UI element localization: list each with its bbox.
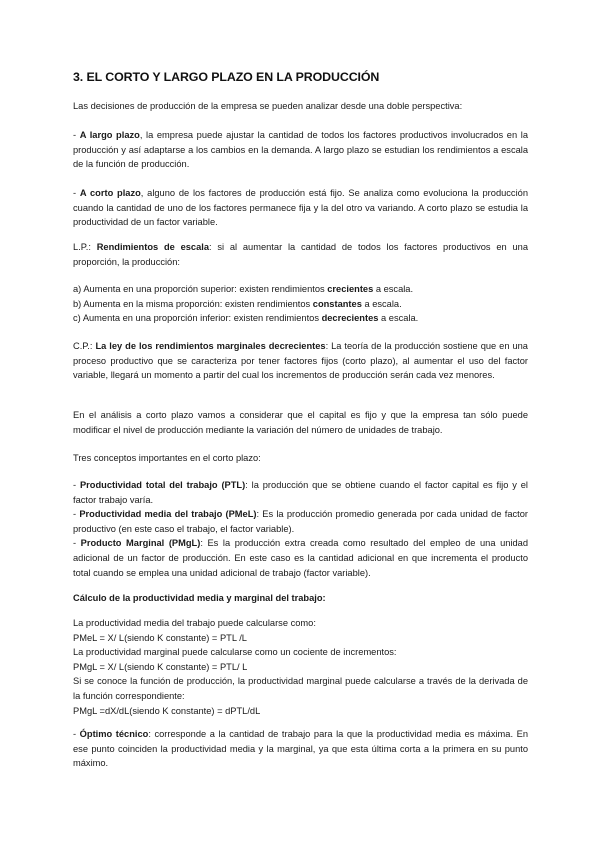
bullet: - <box>73 480 80 490</box>
calculo-formula-pmgl: PMgL = X/ L(siendo K constante) = PTL/ L <box>73 661 248 672</box>
bullet: - <box>73 188 80 198</box>
largo-plazo-paragraph <box>73 128 528 172</box>
ley-lead: C.P.: <box>73 341 96 351</box>
option-b-term: constantes <box>312 298 362 309</box>
corto-plazo-text: , alguno de los factores de producción está fijo. Se analiza como evoluciona la producción cuando la cantidad de uno de los factores permanece fija y la del otro va variando. A corto plazo se estudia la productividad de un factor variable. <box>73 188 528 228</box>
option-a-suffix: a escala. <box>373 284 414 294</box>
ley-text: : La teoría de la producción sostiene que en una proceso productivo que se caracteriza por tener factores fijos (corto plazo), al aumentar el uso del factor variable, llegará un momento a partir del cual los incrementos de producción serán cada vez menores. <box>73 341 528 381</box>
conceptos-intro: Tres conceptos importantes en el corto plazo: <box>73 453 261 463</box>
concepto-ptl-text: : la producción que se obtiene cuando el factor capital es fijo y el factor trabajo varía. <box>73 480 529 505</box>
calculo-line-5: Si se conoce la función de producción, la productividad marginal puede calcularse a través de la derivada de la función correspondiente: <box>73 676 528 701</box>
concepto-pmel-text: : Es la producción promedio generada por cada unidad de factor productivo (en este caso el trabajo, el factor variable). <box>73 509 528 534</box>
option-b-text: b) Aumenta en la misma proporción: existen rendimientos <box>73 298 313 309</box>
rendimientos-lead: L.P.: <box>73 242 97 252</box>
conceptos-list <box>73 478 528 580</box>
option-a-text: a) Aumenta en una proporción superior: existen rendimientos <box>73 284 328 294</box>
rendimientos-paragraph <box>73 240 528 269</box>
concepto-pmel-term: Productividad media del trabajo (PMeL) <box>79 509 257 520</box>
concepto-pmgl-term: Producto Marginal (PMgL) <box>80 538 201 549</box>
calculo-block <box>73 616 528 718</box>
corto-plazo-term: A corto plazo <box>79 188 141 198</box>
concepto-pmel <box>73 507 528 536</box>
option-a-term: crecientes <box>327 284 374 294</box>
calculo-line-1: La productividad media del trabajo puede calcularse como: <box>73 618 316 628</box>
bullet: - <box>73 538 81 549</box>
analisis-paragraph: En el análisis a corto plazo vamos a considerar que el capital es fijo y que la empresa tan sólo puede modificar el nivel de producción mediante la variación del número de unidades de trabajo. <box>73 410 528 435</box>
options-list <box>73 282 528 326</box>
calculo-line-3: La productividad marginal puede calcularse como un cociente de incrementos: <box>73 647 397 658</box>
calculo-formula-pmel: PMeL = X/ L(siendo K constante) = PTL /L <box>73 632 247 643</box>
concepto-pmgl-text: : Es la producción extra creada como resultado del empleo de una unidad adicional de un factor de producción. En este caso es la cantidad adicional en que incrementa el producto total cuando se emplea una unidad adicional de trabajo (factor variable). <box>73 538 528 578</box>
rendimientos-term: Rendimientos de escala <box>96 242 210 252</box>
calculo-formula-derivada: PMgL =dX/dL(siendo K constante) = dPTL/dL <box>73 705 261 716</box>
bullet: - <box>73 509 80 520</box>
largo-plazo-text: , la empresa puede ajustar la cantidad de todos los factores productivos involucrados en la producción y así adaptarse a los cambios en la demanda. A largo plazo se estudian los rendimientos a escala de la función de producción. <box>73 130 528 170</box>
option-c-text: c) Aumenta en una proporción inferior: existen rendimientos <box>73 313 322 324</box>
concepto-ptl-term: Productividad total del trabajo (PTL) <box>79 480 246 490</box>
optimo-term: Óptimo técnico <box>79 729 149 739</box>
ley-paragraph <box>73 339 528 383</box>
optimo-text: : corresponde a la cantidad de trabajo para la que la productividad media es máxima. En ese punto coinciden la productividad media y la marginal, ya que esta última corta a la primera en su punto máximo. <box>73 729 528 769</box>
optimo-paragraph <box>73 727 528 771</box>
rendimientos-text: : si al aumentar la cantidad de todos los factores productivos en una proporción, la producción: <box>73 242 528 267</box>
bullet: - <box>73 729 80 739</box>
section-title: 3. EL CORTO Y LARGO PLAZO EN LA PRODUCCIÓN <box>73 70 380 84</box>
ley-term: La ley de los rendimientos marginales decrecientes <box>95 341 326 351</box>
option-c-term: decrecientes <box>321 313 379 324</box>
option-b <box>73 297 528 312</box>
largo-plazo-term: A largo plazo <box>79 130 140 140</box>
option-a <box>73 282 528 297</box>
concepto-pmgl <box>73 536 528 580</box>
intro-paragraph: Las decisiones de producción de la empresa se pueden analizar desde una doble perspectiva: <box>73 101 463 111</box>
concepto-ptl <box>73 478 528 507</box>
corto-plazo-paragraph <box>73 186 528 230</box>
calculo-heading: Cálculo de la productividad media y marginal del trabajo: <box>73 593 326 603</box>
option-c <box>73 311 528 326</box>
bullet: - <box>73 130 80 140</box>
option-c-suffix: a escala. <box>378 313 419 324</box>
option-b-suffix: a escala. <box>361 298 402 309</box>
